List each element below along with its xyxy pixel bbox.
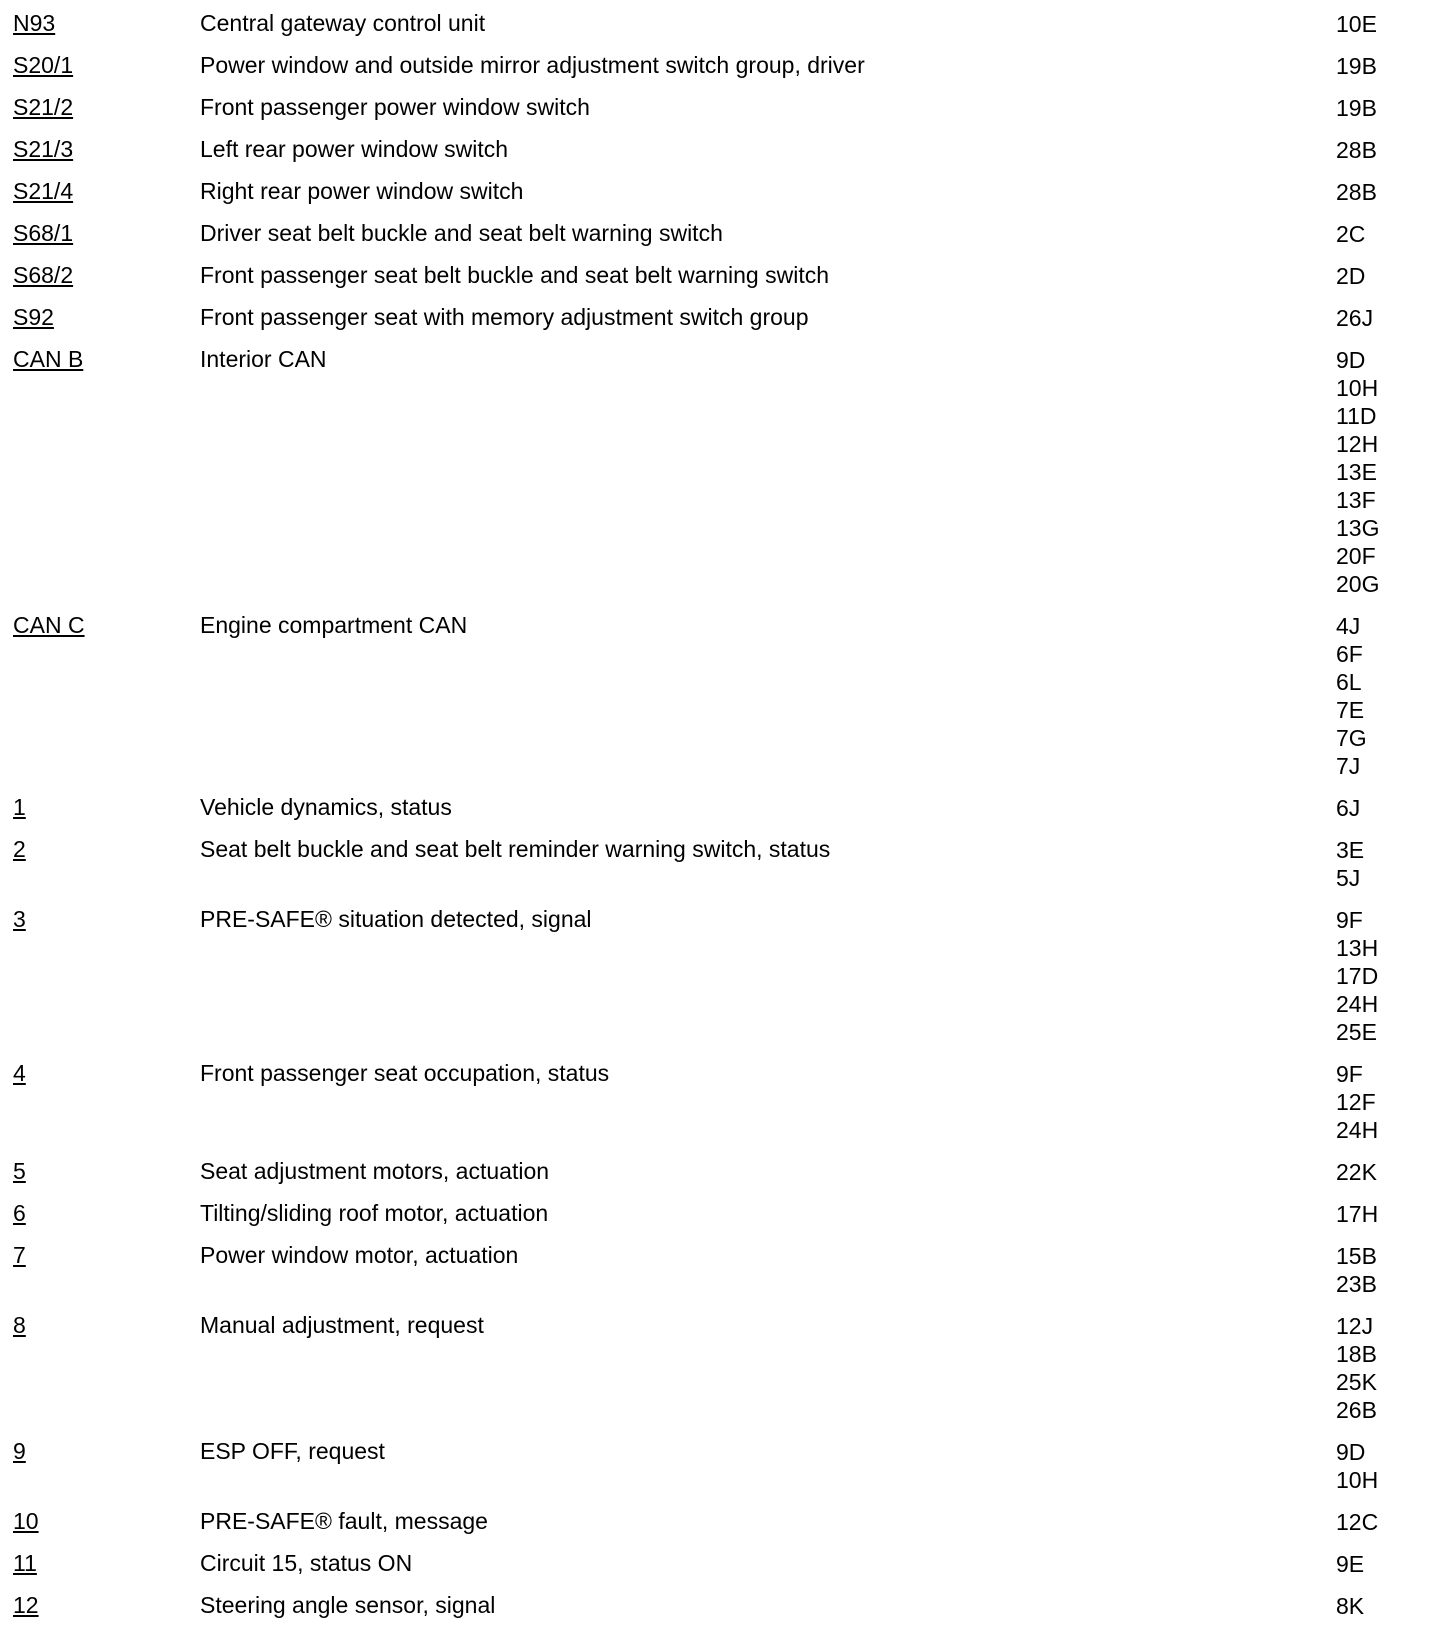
grid-reference-list (1336, 1550, 1364, 1578)
grid-reference: 10E (1336, 11, 1377, 37)
component-code-link[interactable]: S92 (13, 304, 54, 330)
component-description: ESP OFF, request (200, 1438, 385, 1464)
grid-reference: 13H (1336, 935, 1379, 961)
grid-reference: 9F (1336, 907, 1363, 933)
grid-reference: 17H (1336, 1201, 1379, 1227)
grid-reference: 24H (1336, 1117, 1379, 1143)
legend-row (0, 304, 1440, 332)
component-description: Front passenger seat with memory adjustment switch group (200, 304, 809, 330)
legend-row (0, 136, 1440, 164)
grid-reference: 12H (1336, 431, 1379, 457)
grid-reference: 25K (1336, 1369, 1377, 1395)
component-description: Right rear power window switch (200, 178, 524, 204)
grid-reference: 7G (1336, 725, 1367, 751)
component-code-link[interactable]: 4 (13, 1060, 26, 1086)
grid-reference-list (1336, 1508, 1378, 1536)
grid-reference-list (1336, 346, 1379, 598)
legend-row (0, 52, 1440, 80)
legend-row (0, 794, 1440, 822)
component-description: Central gateway control unit (200, 10, 486, 36)
legend-row (0, 1158, 1440, 1186)
grid-reference: 11D (1336, 403, 1377, 429)
component-code-link[interactable]: S68/1 (13, 220, 74, 246)
component-description: Seat adjustment motors, actuation (200, 1158, 550, 1184)
legend-row (0, 94, 1440, 122)
grid-reference: 7E (1336, 697, 1365, 723)
component-description: Tilting/sliding roof motor, actuation (200, 1200, 549, 1226)
grid-reference: 2C (1336, 221, 1366, 247)
grid-reference-list (1336, 1312, 1377, 1424)
legend-row (0, 1508, 1440, 1536)
legend-row (0, 1550, 1440, 1578)
component-code-link[interactable]: CAN B (13, 346, 84, 372)
legend-row (0, 1592, 1440, 1620)
component-description: PRE-SAFE® fault, message (200, 1508, 488, 1534)
grid-reference: 6F (1336, 641, 1363, 667)
legend-row (0, 1242, 1440, 1298)
component-code-link[interactable]: S21/3 (13, 136, 74, 162)
grid-reference: 5J (1336, 865, 1361, 891)
component-code-link[interactable]: 5 (13, 1158, 26, 1184)
grid-reference-list (1336, 1592, 1364, 1620)
grid-reference-list (1336, 262, 1365, 290)
legend-row (0, 220, 1440, 248)
grid-reference: 9E (1336, 1551, 1365, 1577)
grid-reference: 3E (1336, 837, 1365, 863)
grid-reference: 17D (1336, 963, 1379, 989)
component-code-link[interactable]: 7 (13, 1242, 26, 1268)
grid-reference: 12J (1336, 1313, 1374, 1339)
grid-reference: 20G (1336, 571, 1380, 597)
grid-reference: 19B (1336, 53, 1377, 79)
component-description: Vehicle dynamics, status (200, 794, 452, 820)
grid-reference: 26J (1336, 305, 1374, 331)
grid-reference: 7J (1336, 753, 1361, 779)
component-code-link[interactable]: S68/2 (13, 262, 74, 288)
component-code-link[interactable]: 1 (13, 794, 26, 820)
component-description: Left rear power window switch (200, 136, 509, 162)
grid-reference-list (1336, 906, 1378, 1046)
grid-reference: 28B (1336, 137, 1377, 163)
grid-reference-list (1336, 10, 1377, 38)
component-code-link[interactable]: CAN C (13, 612, 85, 638)
component-description: Front passenger power window switch (200, 94, 590, 120)
grid-reference-list (1336, 612, 1367, 780)
grid-reference: 6L (1336, 669, 1362, 695)
component-description: Engine compartment CAN (200, 612, 468, 638)
legend-row (0, 836, 1440, 892)
component-description: Power window motor, actuation (200, 1242, 519, 1268)
grid-reference: 12C (1336, 1509, 1379, 1535)
grid-reference-list (1336, 52, 1377, 80)
legend-row (0, 178, 1440, 206)
grid-reference: 9D (1336, 1439, 1366, 1465)
legend-row (0, 346, 1440, 598)
grid-reference: 13G (1336, 515, 1380, 541)
grid-reference-list (1336, 1060, 1378, 1144)
grid-reference-list (1336, 1438, 1378, 1494)
legend-row (0, 1200, 1440, 1228)
component-code-link[interactable]: S20/1 (13, 52, 74, 78)
component-code-link[interactable]: S21/4 (13, 178, 74, 204)
grid-reference: 13F (1336, 487, 1376, 513)
grid-reference-list (1336, 304, 1373, 332)
grid-reference: 18B (1336, 1341, 1377, 1367)
grid-reference-list (1336, 94, 1377, 122)
component-description: PRE-SAFE® situation detected, signal (200, 906, 592, 932)
grid-reference: 9F (1336, 1061, 1363, 1087)
legend-row (0, 1438, 1440, 1494)
grid-reference: 28B (1336, 179, 1377, 205)
component-code-link[interactable]: 10 (13, 1508, 39, 1534)
grid-reference-list (1336, 836, 1364, 892)
grid-reference: 8K (1336, 1593, 1365, 1619)
component-code-link[interactable]: 12 (13, 1592, 39, 1618)
component-description: Power window and outside mirror adjustment switch group, driver (200, 52, 865, 78)
grid-reference-list (1336, 1242, 1377, 1298)
grid-reference: 13E (1336, 459, 1377, 485)
component-description: Front passenger seat belt buckle and seat belt warning switch (200, 262, 830, 288)
component-code-link[interactable]: 3 (13, 906, 26, 932)
component-description: Steering angle sensor, signal (200, 1592, 496, 1618)
legend-row (0, 10, 1440, 38)
legend-row (0, 1312, 1440, 1424)
grid-reference: 10H (1336, 1467, 1379, 1493)
grid-reference: 6J (1336, 795, 1361, 821)
grid-reference-list (1336, 220, 1365, 248)
grid-reference: 12F (1336, 1089, 1376, 1115)
grid-reference: 25E (1336, 1019, 1377, 1045)
grid-reference: 2D (1336, 263, 1366, 289)
component-code-link[interactable]: 9 (13, 1438, 26, 1464)
legend-row (0, 262, 1440, 290)
grid-reference: 20F (1336, 543, 1376, 569)
grid-reference-list (1336, 1158, 1377, 1186)
component-code-link[interactable]: 8 (13, 1312, 26, 1338)
component-code-link[interactable]: N93 (13, 10, 56, 36)
grid-reference-list (1336, 136, 1377, 164)
component-code-link[interactable]: 11 (13, 1550, 37, 1576)
legend-row (0, 612, 1440, 780)
grid-reference: 10H (1336, 375, 1379, 401)
component-description: Circuit 15, status ON (200, 1550, 413, 1576)
grid-reference: 15B (1336, 1243, 1377, 1269)
legend-row (0, 1060, 1440, 1144)
grid-reference-list (1336, 794, 1360, 822)
grid-reference: 23B (1336, 1271, 1377, 1297)
grid-reference: 26B (1336, 1397, 1377, 1423)
grid-reference-list (1336, 1200, 1378, 1228)
grid-reference: 4J (1336, 613, 1361, 639)
component-description: Seat belt buckle and seat belt reminder warning switch, status (200, 836, 831, 862)
component-description: Driver seat belt buckle and seat belt warning switch (200, 220, 723, 246)
grid-reference: 9D (1336, 347, 1366, 373)
legend-row (0, 906, 1440, 1046)
grid-reference: 22K (1336, 1159, 1377, 1185)
component-code-link[interactable]: 6 (13, 1200, 26, 1226)
component-code-link[interactable]: S21/2 (13, 94, 74, 120)
grid-reference-list (1336, 178, 1377, 206)
component-description: Interior CAN (200, 346, 327, 372)
component-description: Front passenger seat occupation, status (200, 1060, 610, 1086)
component-code-link[interactable]: 2 (13, 836, 26, 862)
grid-reference: 24H (1336, 991, 1379, 1017)
grid-reference: 19B (1336, 95, 1377, 121)
component-description: Manual adjustment, request (200, 1312, 484, 1338)
